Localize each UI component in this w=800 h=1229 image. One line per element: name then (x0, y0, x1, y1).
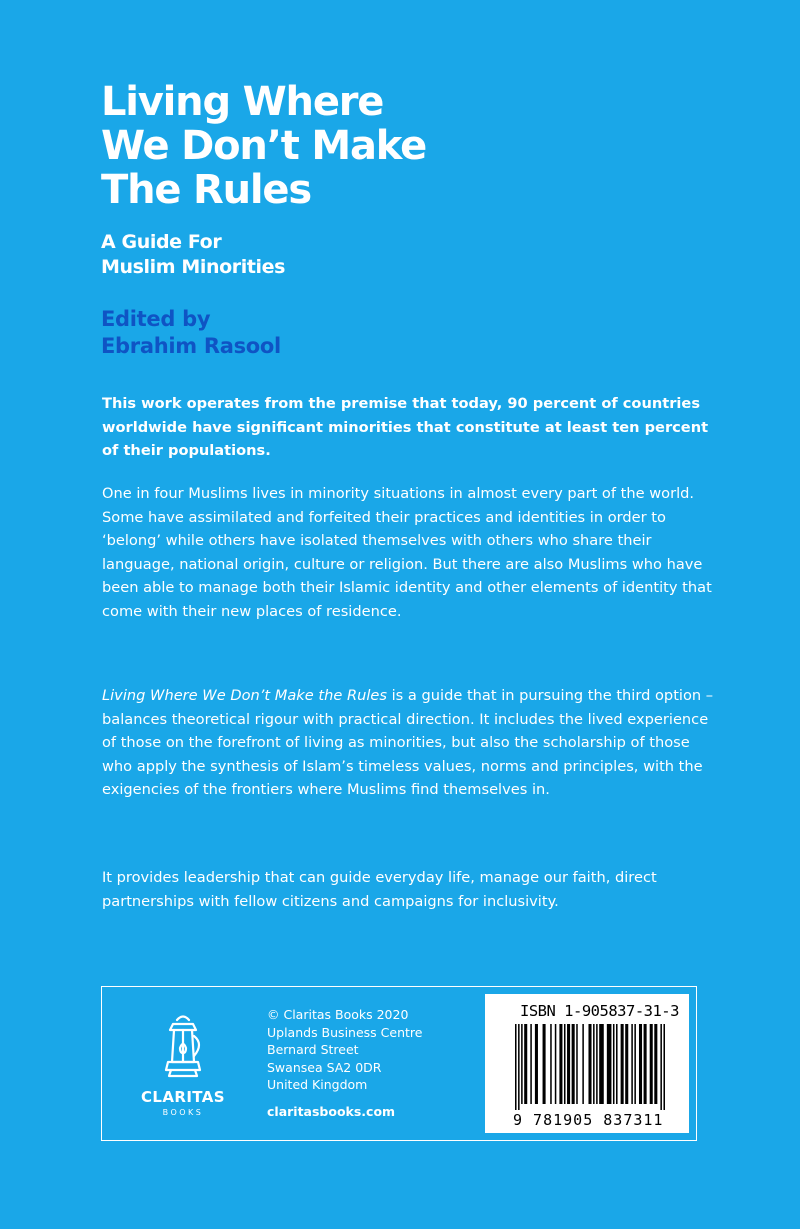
barcode-bar (621, 1024, 624, 1104)
address-line: Swansea SA2 0DR (267, 1059, 382, 1075)
barcode-bar (559, 1024, 562, 1104)
barcode-bar (567, 1024, 570, 1104)
barcode-bar (576, 1024, 578, 1104)
barcode-bar (607, 1024, 612, 1104)
barcode-bars (515, 1024, 665, 1110)
barcode-bar (535, 1024, 538, 1104)
barcode-bar (524, 1024, 527, 1104)
lantern-icon (158, 1012, 208, 1084)
barcode-bar (599, 1024, 604, 1104)
publisher-name: CLARITAS (141, 1088, 225, 1106)
blurb-lead: This work operates from the premise that today, 90 percent of countries worldwide have significant minorities that constitute at least ten percent of their populations. (102, 395, 709, 459)
barcode-bar (530, 1024, 532, 1104)
barcode-bar (613, 1024, 615, 1104)
barcode-bar (639, 1024, 642, 1104)
barcode-bar (634, 1024, 636, 1104)
isbn-label: ISBN 1-905837-31-3 (520, 1002, 679, 1020)
blurb-paragraph (102, 684, 722, 802)
barcode-bar (654, 1024, 657, 1104)
barcode-bar (555, 1024, 557, 1104)
publisher-name-sub: BOOKS (162, 1108, 204, 1117)
barcode-digits: 9 781905 837311 (513, 1111, 664, 1129)
barcode-bar (625, 1024, 628, 1104)
barcode-bar (596, 1024, 598, 1104)
subtitle-line: A Guide For (101, 231, 222, 253)
barcode-bar (564, 1024, 566, 1104)
book-title-reference: Living Where We Don’t Make the Rules (102, 687, 387, 704)
blurb-paragraph-text: is a guide that in pursuing the third option – balances theoretical rigour with practical direction. It includes the lived experience of those on the forefront of living as minorities, but also the scholarship of those who apply the synthesis of Islam’s timeless values, norms and principles, with the exigencies of the frontiers where Muslims find themselves in. (102, 687, 714, 798)
barcode-bar (543, 1024, 546, 1104)
barcode-bar (582, 1024, 584, 1104)
address-line: © Claritas Books 2020 (267, 1007, 409, 1022)
isbn-barcode-panel (485, 994, 689, 1133)
barcode-bar (518, 1024, 520, 1110)
barcode-bar (660, 1024, 662, 1110)
barcode-bar (644, 1024, 647, 1104)
barcode-bar (663, 1024, 665, 1110)
blurb-paragraph: One in four Muslims lives in minority situations in almost every part of the world. Some have assimilated and forfeited their practices and identities in order to ‘belong’ while others have isolated themselves with others who share their language, national origin, culture or religion. But there are also Muslims who have been able to manage both their Islamic identity and other elements of identity that come with their new places of residence. (102, 485, 712, 620)
address-line: Bernard Street (267, 1042, 359, 1057)
barcode-bar (588, 1024, 591, 1104)
address-line: Uplands Business Centre (267, 1024, 423, 1040)
title-line: We Don’t Make (101, 123, 427, 169)
editor-credit (101, 306, 601, 360)
editor-name: Ebrahim Rasool (101, 334, 281, 358)
blurb-paragraph: It provides leadership that can guide everyday life, manage our faith, direct partnerships with fellow citizens and campaigns for inclusivity. (102, 869, 657, 910)
address-line: United Kingdom (267, 1077, 368, 1092)
subtitle-line: Muslim Minorities (101, 256, 286, 278)
book-subtitle (101, 230, 601, 280)
publisher-address (267, 1006, 467, 1094)
barcode-bar (631, 1024, 633, 1104)
barcode-bar (650, 1024, 653, 1104)
barcode-bar (572, 1024, 575, 1104)
barcode-bar (515, 1024, 517, 1110)
publisher-logo (128, 1012, 238, 1132)
title-line: The Rules (101, 167, 311, 213)
book-title (101, 80, 661, 212)
barcode-bar (550, 1024, 552, 1104)
editor-label: Edited by (101, 307, 211, 331)
publisher-website[interactable]: claritasbooks.com (267, 1104, 396, 1119)
barcode-bar (616, 1024, 618, 1104)
barcode-bar (521, 1024, 523, 1104)
title-line: Living Where (101, 79, 384, 125)
barcode-bar (593, 1024, 595, 1104)
